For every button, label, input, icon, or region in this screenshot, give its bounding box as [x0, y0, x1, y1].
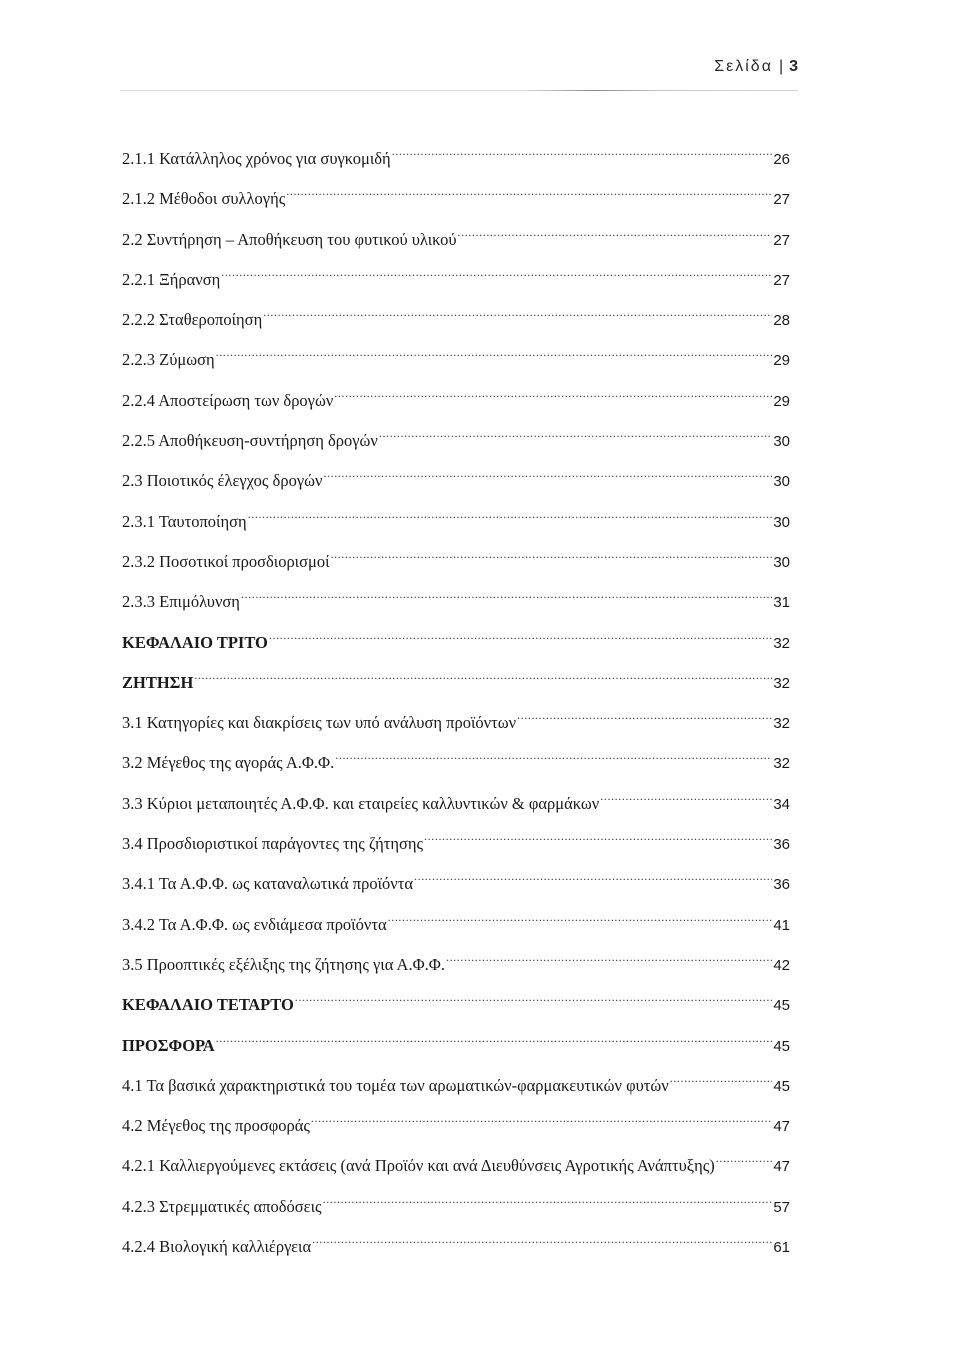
toc-dot-leader [263, 303, 772, 325]
page-label: Σελίδα [714, 58, 773, 75]
toc-entry-title: 3.5 Προοπτικές εξέλιξης της ζήτησης για Α.Φ.Φ. [122, 954, 445, 974]
toc-dot-leader [248, 505, 773, 527]
toc-entry [122, 948, 790, 988]
toc-entry [122, 867, 790, 907]
toc-dot-leader [517, 706, 772, 728]
toc-entry-title: 4.1 Τα βασικά χαρακτηριστικά του τομέα των αρωματικών-φαρμακευτικών φυτών [122, 1075, 669, 1095]
toc-dot-leader [335, 746, 772, 768]
toc-entry-title: 2.2.3 Ζύμωση [122, 350, 215, 370]
toc-entry-page-number: 57 [773, 1198, 790, 1216]
toc-entry-title: ΖΗΤΗΣΗ [122, 672, 194, 692]
toc-entry-page-number: 45 [773, 1037, 790, 1055]
toc-entry [122, 545, 790, 585]
toc-entry-page-number: 36 [773, 876, 790, 894]
toc-entry-page-number: 27 [773, 231, 790, 249]
toc-dot-leader [392, 142, 773, 164]
toc-entry-title: 2.2.5 Αποθήκευση-συντήρηση δρογών [122, 431, 378, 451]
toc-dot-leader [670, 1069, 773, 1091]
table-of-contents [122, 142, 790, 1270]
toc-dot-leader [414, 867, 772, 889]
toc-entry [122, 787, 790, 827]
toc-entry [122, 343, 790, 383]
toc-entry-page-number: 42 [773, 956, 790, 974]
toc-entry [122, 142, 790, 182]
toc-entry-title: 4.2.3 Στρεμματικές αποδόσεις [122, 1196, 322, 1216]
toc-dot-leader [379, 424, 772, 446]
toc-entry-page-number: 30 [773, 553, 790, 571]
toc-entry-page-number: 30 [773, 433, 790, 451]
toc-dot-leader [388, 908, 773, 930]
toc-dot-leader [458, 223, 773, 245]
header-separator: | [778, 58, 784, 75]
toc-entry-title: 4.2 Μέγεθος της προσφοράς [122, 1116, 310, 1136]
toc-entry [122, 223, 790, 263]
toc-dot-leader [216, 1029, 773, 1051]
toc-dot-leader [241, 585, 772, 607]
header-rule [120, 90, 798, 91]
toc-entry-page-number: 29 [773, 352, 790, 370]
toc-dot-leader [446, 948, 772, 970]
toc-entry-title: 2.2.2 Σταθεροποίηση [122, 310, 263, 330]
toc-chapter-heading [122, 666, 790, 706]
toc-entry-page-number: 36 [773, 836, 790, 854]
toc-dot-leader [295, 988, 773, 1010]
toc-entry [122, 706, 790, 746]
toc-entry-title: 2.2.1 Ξήρανση [122, 269, 221, 289]
toc-entry-title: 4.2.1 Καλλιεργούμενες εκτάσεις (ανά Προϊόν και ανά Διευθύνσεις Αγροτικής Ανάπτυξης) [122, 1156, 715, 1176]
toc-chapter-heading [122, 626, 790, 666]
toc-entry [122, 182, 790, 222]
toc-entry-page-number: 32 [773, 755, 790, 773]
toc-entry-page-number: 32 [773, 634, 790, 652]
toc-entry [122, 1149, 790, 1189]
toc-entry-page-number: 32 [773, 715, 790, 733]
toc-entry [122, 908, 790, 948]
toc-entry-title: 3.4.1 Τα Α.Φ.Φ. ως καταναλωτικά προϊόντα [122, 874, 413, 894]
toc-entry-title: 3.1 Κατηγορίες και διακρίσεις των υπό ανάλυση προϊόντων [122, 713, 517, 733]
toc-entry-page-number: 41 [773, 916, 790, 934]
toc-entry-title: 3.4 Προσδιοριστικοί παράγοντες της ζήτησης [122, 834, 424, 854]
toc-entry-page-number: 26 [773, 151, 790, 168]
toc-dot-leader [716, 1149, 773, 1171]
toc-entry-page-number: 47 [773, 1118, 790, 1136]
toc-entry [122, 464, 790, 504]
toc-entry-title: 2.3.3 Επιμόλυνση [122, 592, 240, 612]
toc-entry-page-number: 31 [773, 594, 790, 612]
toc-entry-page-number: 29 [773, 392, 790, 410]
toc-entry [122, 1230, 790, 1270]
toc-dot-leader [221, 263, 772, 285]
toc-entry-title: 2.1.2 Μέθοδοι συλλογής [122, 189, 286, 209]
toc-dot-leader [334, 384, 772, 406]
toc-dot-leader [323, 464, 772, 486]
toc-entry-page-number: 30 [773, 473, 790, 491]
toc-dot-leader [269, 626, 772, 648]
page-header [714, 58, 798, 76]
toc-entry-title: 3.3 Κύριοι μεταποιητές Α.Φ.Φ. και εταιρείες καλλυντικών & φαρμάκων [122, 793, 600, 813]
toc-entry-page-number: 27 [773, 191, 790, 209]
toc-dot-leader [194, 666, 772, 688]
toc-entry-title: 2.2 Συντήρηση – Αποθήκευση του φυτικού υλικού [122, 229, 457, 249]
toc-entry-title: ΠΡΟΣΦΟΡΑ [122, 1035, 215, 1055]
toc-entry [122, 1190, 790, 1230]
toc-entry-title: 2.1.1 Κατάλληλος χρόνος για συγκομιδή [122, 149, 391, 168]
toc-entry [122, 303, 790, 343]
toc-dot-leader [323, 1190, 773, 1212]
toc-dot-leader [331, 545, 773, 567]
toc-entry-page-number: 45 [773, 997, 790, 1015]
toc-entry [122, 585, 790, 625]
page-number: 3 [789, 58, 798, 75]
toc-entry-page-number: 27 [773, 271, 790, 289]
toc-entry-page-number: 28 [773, 312, 790, 330]
toc-entry-title: ΚΕΦΑΛΑΙΟ ΤΡΙΤΟ [122, 632, 268, 652]
toc-entry-title: 2.3.2 Ποσοτικοί προσδιορισμοί [122, 551, 330, 571]
toc-chapter-heading [122, 1029, 790, 1069]
toc-entry-title: 3.4.2 Τα Α.Φ.Φ. ως ενδιάμεσα προϊόντα [122, 914, 387, 934]
toc-entry [122, 263, 790, 303]
toc-entry-page-number: 47 [773, 1158, 790, 1176]
toc-entry [122, 1109, 790, 1149]
toc-entry-title: 2.3 Ποιοτικός έλεγχος δρογών [122, 471, 323, 491]
toc-chapter-heading [122, 988, 790, 1028]
toc-entry-title: 4.2.4 Βιολογική καλλιέργεια [122, 1237, 312, 1257]
toc-entry-page-number: 34 [773, 795, 790, 813]
toc-dot-leader [424, 827, 772, 849]
toc-entry-page-number: 61 [773, 1239, 790, 1257]
toc-entry [122, 505, 790, 545]
toc-entry-page-number: 30 [773, 513, 790, 531]
toc-entry-page-number: 45 [773, 1077, 790, 1095]
toc-entry [122, 827, 790, 867]
toc-entry-title: ΚΕΦΑΛΑΙΟ ΤΕΤΑΡΤΟ [122, 995, 294, 1015]
toc-dot-leader [216, 343, 773, 365]
toc-entry [122, 424, 790, 464]
toc-entry-page-number: 32 [773, 674, 790, 692]
toc-entry [122, 1069, 790, 1109]
toc-entry [122, 384, 790, 424]
toc-entry-title: 2.2.4 Αποστείρωση των δρογών [122, 390, 334, 410]
toc-dot-leader [600, 787, 772, 809]
toc-entry-title: 3.2 Μέγεθος της αγοράς Α.Φ.Φ. [122, 753, 335, 773]
toc-entry [122, 746, 790, 786]
toc-dot-leader [286, 182, 772, 204]
toc-dot-leader [312, 1230, 772, 1252]
toc-dot-leader [311, 1109, 772, 1131]
toc-entry-title: 2.3.1 Ταυτοποίηση [122, 511, 247, 531]
